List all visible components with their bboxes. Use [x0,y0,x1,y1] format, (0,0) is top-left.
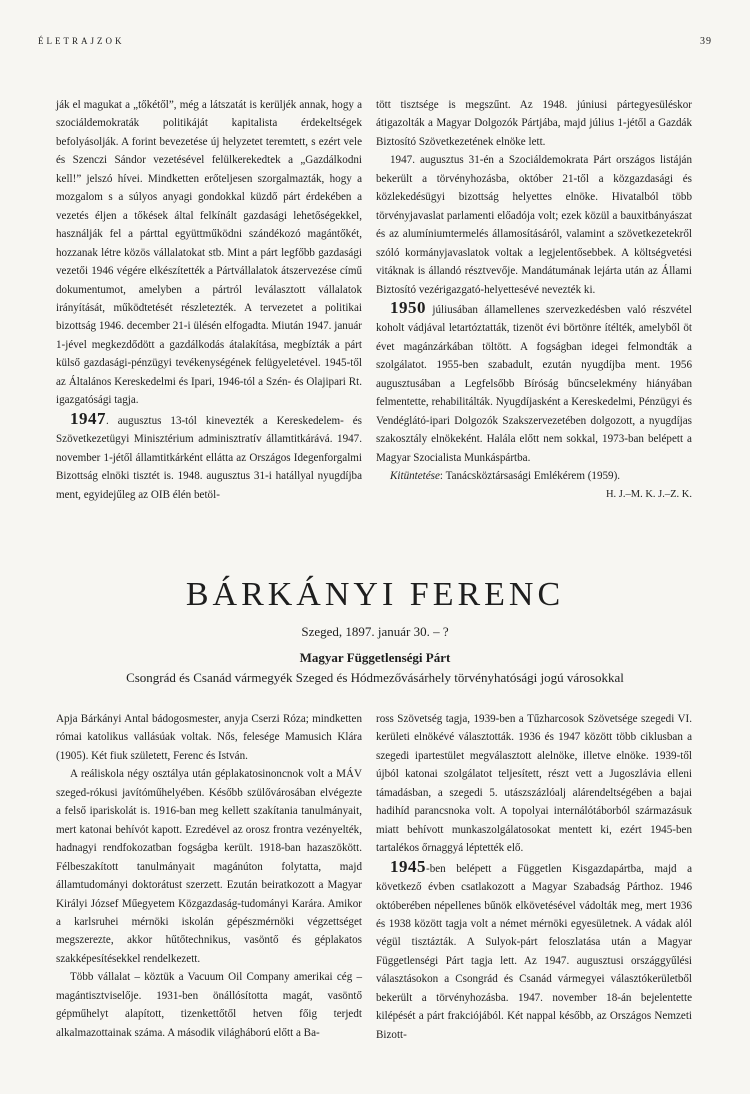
paragraph: ross Szövetség tagja, 1939-ben a Tűzharcosok Szövetsége szegedi VI. kerületi elnökévé választották. 1936 és 1947 között több ciklusban a szegedi ipartestület megválasztott alelnöke, illetve elnöke. 1939-től újból katonai szolgálatot teljesített, részt vett a Jugoszlávia elleni támadásban, a szegedi 5. utászszázlóalj alárendeltségében a bajai hadihíd parancsnoka volt. A topolyai internálótáborból származásuk miatt behívott munkaszolgálatosokat mentett ki, ezért 1945-ben tartalékos őrnaggyá léptették elő. [376,713,692,855]
paragraph: 1947. augusztus 31-én a Szociáldemokrata Párt országos listáján bekerült a törvényhozásba, október 21-től a közgazdasági és közlekedésügyi bizottság helyettes elnöke. Hivatalból több törvényjavaslat parlamenti előadója volt; ezek közül a bauxitbányászat és az alumíniumtermelés államosításáról, valamint a szövetkezetekről szóló kormányjavaslatok voltak a legjelentősebbek. A költségvetési vitáknak is állandó résztvevője. Mandátumának lejárta után az Állami Biztosító vezérigazgató-helyettesévé nevezték ki. [376,154,692,296]
section-title: ÉLETRAJZOK [38,36,125,46]
author-signature: H. J.–M. K. J.–Z. K. [605,488,692,500]
paragraph-text: júliusában államellenes szervezkedésben való részvétel koholt vádjával letartóztatták, tizenöt évi börtönre ítélték, amelyből öt évet magánzárkában töltött. A fogságban idegei felmondták a szolgálatot. 1955-ben szabadult, ezután nyugdíjba ment. 1956 augusztusában a Legfelsőbb Bíróság bűncselekmény hiányában felmentette, rehabilitálták. Nyugdíjasként a Kereskedelmi, Pénzügyi és Vendéglátó-ipari Dolgozók Szakszervezetében dolgozott, a nyugdíjas szakosztály elnökeként. Halála előtt nem sokkal, 1973-ban belépett a Magyar Szocialista Munkáspártba. [376,303,692,464]
paragraph: tött tisztsége is megszűnt. Az 1948. júniusi pártegyesüléskor átigazolták a Magyar Dolgozók Pártjába, majd július 1-jétől a Gazdák Biztosító Szövetkezetének elnöke lett. [376,99,692,148]
entry-constituency: Csongrád és Csanád vármegyék Szeged és Hódmezővásárhely törvényhatósági jogú városokkal [126,670,624,685]
awards-text: : Tanácsköztársasági Emlékérem (1959). [439,470,621,483]
year-marker: 1947 [70,408,106,428]
awards [376,467,692,485]
entry-birth: Szeged, 1897. január 30. – ? [301,624,449,639]
paragraph-text: . augusztus 13-tól kinevezték a Kereskedelem- és Szövetkezetügyi Minisztérium adminisztratív államtitkárává. 1947. november 1-jétől államtitkárként ellátta az Országos Idegenforgalmi Bizottság elnöki tisztét is. 1948. augusztus 31-i hatállyal nyugdíjba ment, egyidejűleg az OIB élén betöl- [56,414,362,501]
year-marker: 1945 [390,856,426,876]
running-head [38,36,712,47]
paragraph: Több vállalat – köztük a Vacuum Oil Company amerikai cég – magántisztviselője. 1931-ben önállósította magát, vasöntő gépműhelyt alapított, tizenkettőtől hetven főig terjedt alkalmazottainak száma. A második világháború előtt a Ba- [56,971,362,1039]
previous-entry-left-column [56,96,362,504]
paragraph-1947 [56,410,362,504]
entry-right-column [376,710,692,1044]
paragraph: ják el magukat a „tőkétől”, még a látszatát is kerüljék annak, hogy a szociáldemokraták politikáját kapitalista érdekeltségek befolyásolják. A forint bevezetése új helyzetet teremtett, s ezért vele és Szenczi Sándor vezetésével felülkerekedtek a „Gazdálkodni kell!” jelszó hívei. Mindketten erőteljesen szorgalmazták, hogy a mozgalom s a súlyos anyagi gondokkal küzdő párt érdekében a vezetés éljen a tőkések által felkínált gazdasági lehetőségekkel, használják fel a párttal együttműködni szándékozó magántőkét, hozzanak létre közös vállalatokat stb. Mint a párt legfőbb gazdasági vezetői 1946 végére elkészítették a Pártvállalatok átszervezése című dokumentumot, amelyben a pártról leválasztott vállalatok irányítását, működtetését részletezték. A tervezetet a politikai bizottság 1946. december 21-i ülésén elfogadta. Miután 1947. január 1-jével megkezdődött a gazdálkodás átalakítása, megbízták a párt külső gazdasági-pénzügyi tevékenységének felügyeletével. 1945-től az Általános Kereskedelmi és Ipari, 1946-tól a Szén- és Olajipari Rt. igazgatósági tagja. [56,99,362,407]
year-marker: 1950 [390,297,426,317]
paragraph: Apja Bárkányi Antal bádogosmester, anyja Cserzi Róza; mindketten római katolikus vallásúak voltak. Nős, felesége Mamusich Klára (1905). Két fiuk született, Ferenc és István. [56,713,362,762]
awards-label: Kitüntetése [390,470,440,483]
entry-left-column [56,710,362,1042]
entry-party: Magyar Függetlenségi Párt [299,650,451,665]
paragraph-text: -ben belépett a Független Kisgazdapártba, majd a következő évben csatlakozott a Magyar Szabadság Párthoz. 1946 októberében népellenes bűnök elkövetésével vádolták meg, mert 1936 és 1938 között tagja volt a német mérnöki egyesületnek. A vádak alól végül tisztázták. A Sulyok-párt feloszlatása után a Magyar Függetlenségi Párt tagja lett. Az 1947. augusztusi országgyűlési választásokon a Csongrád és Csanád vármegyei választókerületből bekerült a törvényhozásba. 1947. november 18-án bejelentette kilépését a párt frakciójából. Két nappal később, az Országos Nemzeti Bizott- [376,862,692,1041]
paragraph: A reáliskola négy osztálya után géplakatosinoncnok volt a MÁV szeged-rókusi javítóműhelyében. Később szülővárosában elvégezte a felső ipariskolát is. 1916-ban meg kellett szakítania tanulmányait, mert katonai behívót kapott. Ezredével az orosz frontra vezényelték, hadnagyi rendfokozatban fogságba került. 1918-ban hazaszökött. Félbeszakított tanulmányait magánúton folytatta, majd államtudományi doktorátust szerzett. Ezután beiratkozott a Magyar Királyi József Műegyetem Közgazdaság-tudományi Karára. Amikor a karlsruhei mérnöki iskolán gépészmérnöki végzettséget megszerezte, akkor hűtőtechnikus, vasöntő és géplakatos szakképesítésekkel rendelkezett. [56,768,362,965]
paragraph-1950 [376,299,692,467]
entry-name: BÁRKÁNYI FERENC [185,576,565,613]
page-number: 39 [700,36,712,47]
previous-entry-right-column [376,96,692,504]
paragraph-1945 [376,858,692,1045]
